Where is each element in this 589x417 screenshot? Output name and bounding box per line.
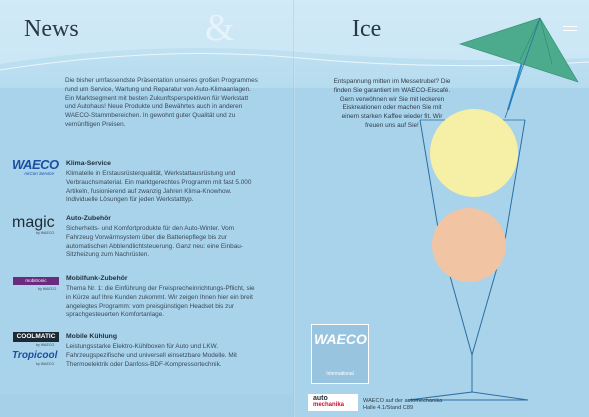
automechanika-info [363, 398, 442, 412]
waeco-logo-sub: AirCon Service [24, 171, 55, 176]
section-text-mobilfunk: Thema Nr. 1: die Einführung der Freisprecheinrichtungs-Pflicht, sie in Kürze auf Ihre Kunden zukommt. Wir zeigen Ihnen hier ein breit angelegtes Programm: vom preisgünstigen Headset bis zur sprachgesteuerten Komfortanlage. [66, 285, 255, 319]
coolmatic-logo: COOLMATIC [13, 332, 59, 342]
waeco-international-logo: WAECO [314, 331, 367, 347]
ice-text: Entspannung mitten im Messetrubel? Die finden Sie garantiert im WAECO-Eiscafé. Gern verwöhnen wir Sie mit leckeren Eiskreationen oder machen Sie mit einem starken Kaffee wieder fit. Wir freuen uns auf Sie! [333, 78, 451, 129]
page-fold [293, 0, 295, 417]
magic-logo-sub: by WAECO [36, 231, 55, 235]
section-heading-kuehlung: Mobile Kühlung [66, 333, 117, 340]
waeco-logo: WAECO [12, 157, 59, 172]
waeco-international-box [311, 324, 369, 384]
mobitronic-logo-sub: by WAECO [38, 287, 57, 291]
scoop-peach [432, 208, 506, 282]
section-heading-zubehoer: Auto-Zubehör [66, 215, 111, 222]
automechanika-info-line1: WAECO auf der automechanika [363, 398, 443, 404]
automechanika-line2: mechanika [313, 402, 345, 408]
tropicool-logo: Tropicool [12, 350, 58, 361]
automechanika-line1: auto [313, 395, 328, 402]
ampersand: & [205, 7, 235, 49]
menu-icon [563, 26, 577, 34]
waeco-international-sub: International [326, 371, 354, 377]
section-text-zubehoer: Sicherheits- und Komfortprodukte für den Auto-Winter. Vom Fahrzeug Vorwärmsystem über die Batteriepflege bis zur automatischen Abblendlichtsteuerung. Ganz neu: eine Einbau-Sitzheizung zum Nachrüsten. [66, 225, 243, 259]
mobitronic-logo: mobitronic [13, 277, 59, 285]
section-heading-klima: Klima-Service [66, 160, 111, 167]
automechanika-info-line2: Halle 4.1/Stand C89 [363, 405, 414, 411]
coolmatic-logo-sub: by WAECO [36, 343, 55, 347]
automechanika-logo [308, 394, 358, 411]
section-text-kuehlung: Leistungsstarke Elektro-Kühlboxen für Auto und LKW. Fahrzeugspezifische und universell einsetzbare Modelle. Mit Thermoelektrik oder Danfoss-BDF-Kompressortechnik. [66, 343, 237, 368]
left-title: News [24, 16, 79, 42]
right-title: Ice [352, 16, 382, 42]
intro-text: Die bisher umfassendste Präsentation unseres großen Programmes rund um Service, Wartung und Reparatur von Auto-Klimaanlagen. Ein Marktsegment mit besten Zukunftsperspektiven für Werkstatt und Autohaus! Neue Produkte und Bewährtes auch in anderen WAECO-Stammbereichen. In gewohnt guter Qualität und zu vernünftigen Preisen. [65, 77, 258, 128]
magic-logo: magic [12, 214, 55, 231]
section-text-klima: Klimateile in Erstausrüsterqualität, Werkstattausrüstung und Verbrauchsmaterial. Ein marktgerechtes Programm mit fast 5.000 Artikeln, fusionierend auf zwanzig Jahren Klima-Knowhow. Individuelle Lösungen für jeden Werkstatttyp. [66, 170, 252, 204]
section-heading-mobilfunk: Mobilfunk-Zubehör [66, 275, 128, 282]
tropicool-logo-sub: by WAECO [36, 362, 55, 366]
